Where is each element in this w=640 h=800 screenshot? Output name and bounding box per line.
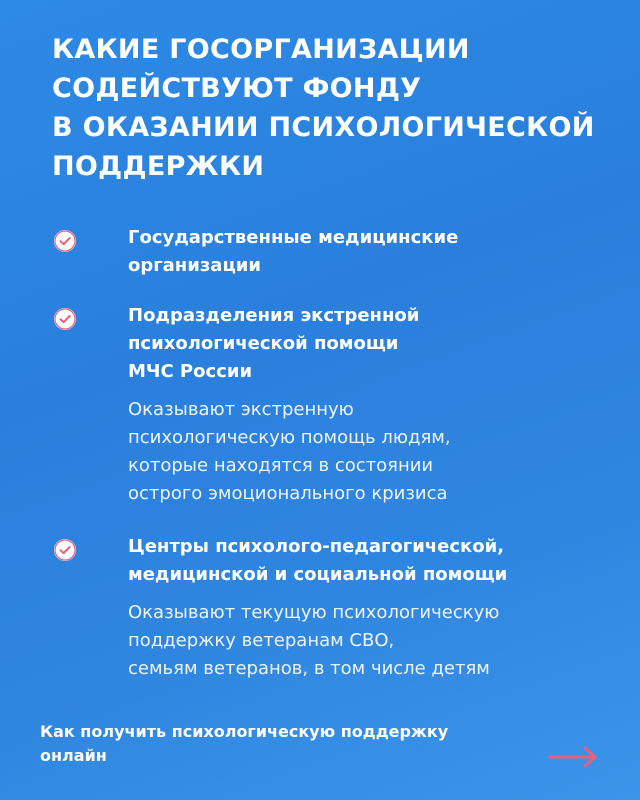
item-title-line: Подразделения экстренной: [128, 305, 420, 326]
item-desc-line: Оказывают текущую психологическую: [128, 602, 500, 623]
item-desc-line: поддержку ветеранам СВО,: [128, 630, 395, 651]
item-title-line: организации: [128, 255, 262, 276]
footer-line: Как получить психологическую поддержку: [40, 722, 449, 741]
item-desc-line: острого эмоционального кризиса: [128, 483, 448, 504]
arrow-right-icon[interactable]: [546, 745, 602, 769]
check-circle-icon: [54, 308, 76, 330]
item-description: [128, 599, 628, 683]
item-desc-line: которые находятся в состоянии: [128, 455, 434, 476]
check-circle-icon: [54, 230, 76, 252]
item-title: [128, 533, 628, 589]
check-circle-icon: [54, 539, 76, 561]
page-title: [52, 30, 622, 186]
item-title-line: психологической помощи: [128, 333, 399, 354]
title-line: В ОКАЗАНИИ ПСИХОЛОГИЧЕСКОЙ: [52, 112, 595, 143]
item-title-line: МЧС России: [128, 361, 253, 382]
footer-line: онлайн: [40, 746, 107, 765]
title-line: ПОДДЕРЖКИ: [52, 151, 265, 182]
title-line: КАКИЕ ГОСОРГАНИЗАЦИИ: [52, 34, 470, 65]
item-title: [128, 302, 628, 386]
item-desc-line: Оказывают экстренную: [128, 399, 354, 420]
item-title-line: Государственные медицинские: [128, 227, 459, 248]
item-description: [128, 396, 628, 508]
online-support-link[interactable]: [40, 720, 540, 768]
item-title-line: медицинской и социальной помощи: [128, 564, 508, 585]
title-line: СОДЕЙСТВУЮТ ФОНДУ: [52, 73, 422, 104]
item-desc-line: психологическую помощь людям,: [128, 427, 451, 448]
item-desc-line: семьям ветеранов, в том числе детям: [128, 658, 490, 679]
item-title-line: Центры психолого-педагогической,: [128, 536, 505, 557]
item-title: [128, 224, 628, 280]
